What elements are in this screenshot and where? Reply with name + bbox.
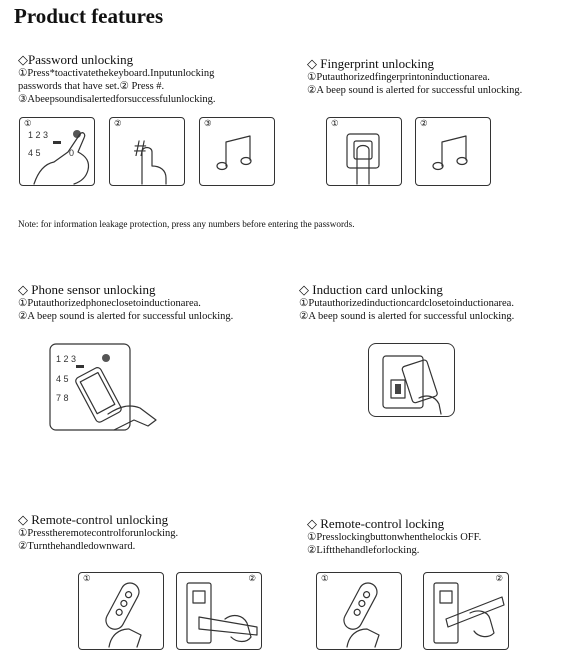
password-step-2-panel [109,117,185,186]
step-number: ② [114,118,122,128]
fingerprint-line-1: ①Putauthorizedfingerprintoninductionarea. [307,72,490,83]
hash-key: # [134,136,147,161]
remote-control-icon [317,573,401,649]
handle-down-icon [177,573,261,649]
remote-lock-step-2-panel [423,572,509,650]
remote-unlock-step-2-panel [176,572,262,650]
step-number: ① [331,118,339,128]
keypad-row-2: 4 5 [28,148,41,158]
remote-unlock-line-1: ①Presstheremotecontrolforunlocking. [18,528,179,539]
step-number: ② [248,573,256,583]
remote-lock-line-1: ①Presslockingbuttonwhenthelockis OFF. [307,532,482,543]
fingerprint-step-2-panel [415,117,491,186]
remote-lock-heading: ◇ Remote-control locking [307,516,445,531]
phone-keypad-row-1: 1 2 3 [56,354,77,364]
step-number: ③ [204,118,212,128]
page-title: Product features [14,4,164,28]
remote-lock-step-1-panel [316,572,402,650]
card-line-2: ②A beep sound is alerted for successful unlocking. [299,311,515,322]
remote-unlock-step-1-panel [78,572,164,650]
phone-keypad-row-2: 4 5 [56,374,69,384]
step-number: ① [83,573,91,583]
password-line-1: ①Press*toactivatethekeyboard.Inputunlocking [18,68,215,79]
remote-unlock-heading: ◇ Remote-control unlocking [18,512,169,527]
phone-sensor-illustration [48,342,163,434]
remote-lock-line-2: ②Liftthehandleforlocking. [307,545,420,556]
keypad-zero: 0 [69,148,75,158]
fingerprint-heading: ◇ Fingerprint unlocking [307,56,434,71]
keypad-finger-icon [20,118,94,185]
fingerprint-line-2: ②A beep sound is alerted for successful unlocking. [307,85,523,96]
card-reader-panel [368,343,455,417]
card-heading: ◇ Induction card unlocking [299,282,443,297]
fingerprint-sensor-icon [327,118,401,185]
hash-press-icon [110,118,184,185]
card-reader-icon [369,344,454,416]
password-line-3: ③Abeepsoundisalertedforsuccessfulunlocking. [18,94,216,105]
card-line-1: ①Putauthorizedinductioncardclosetoinductionarea. [299,298,514,309]
step-number: ② [420,118,428,128]
phone-heading: ◇ Phone sensor unlocking [18,282,156,297]
music-note-icon [416,118,490,185]
phone-keypad-row-3: 7 8 [56,393,69,403]
password-line-2: passwords that have set.② Press #. [18,81,165,92]
password-heading: ◇Password unlocking [18,52,134,67]
handle-up-icon [424,573,508,649]
leakage-note: Note: for information leakage protection, press any numbers before entering the passwords. [18,219,355,229]
step-number: ② [495,573,503,583]
fingerprint-step-1-panel [326,117,402,186]
keypad-row-1: 1 2 3 [28,130,49,140]
step-number: ① [24,118,32,128]
remote-unlock-line-2: ②Turnthehandledownward. [18,541,136,552]
phone-keypad-icon [48,342,163,434]
music-note-icon [200,118,274,185]
phone-line-1: ①Putauthorizedphoneclosetoinductionarea. [18,298,201,309]
remote-control-icon [79,573,163,649]
step-number: ① [321,573,329,583]
password-step-1-panel [19,117,95,186]
password-step-3-panel [199,117,275,186]
phone-line-2: ②A beep sound is alerted for successful unlocking. [18,311,234,322]
